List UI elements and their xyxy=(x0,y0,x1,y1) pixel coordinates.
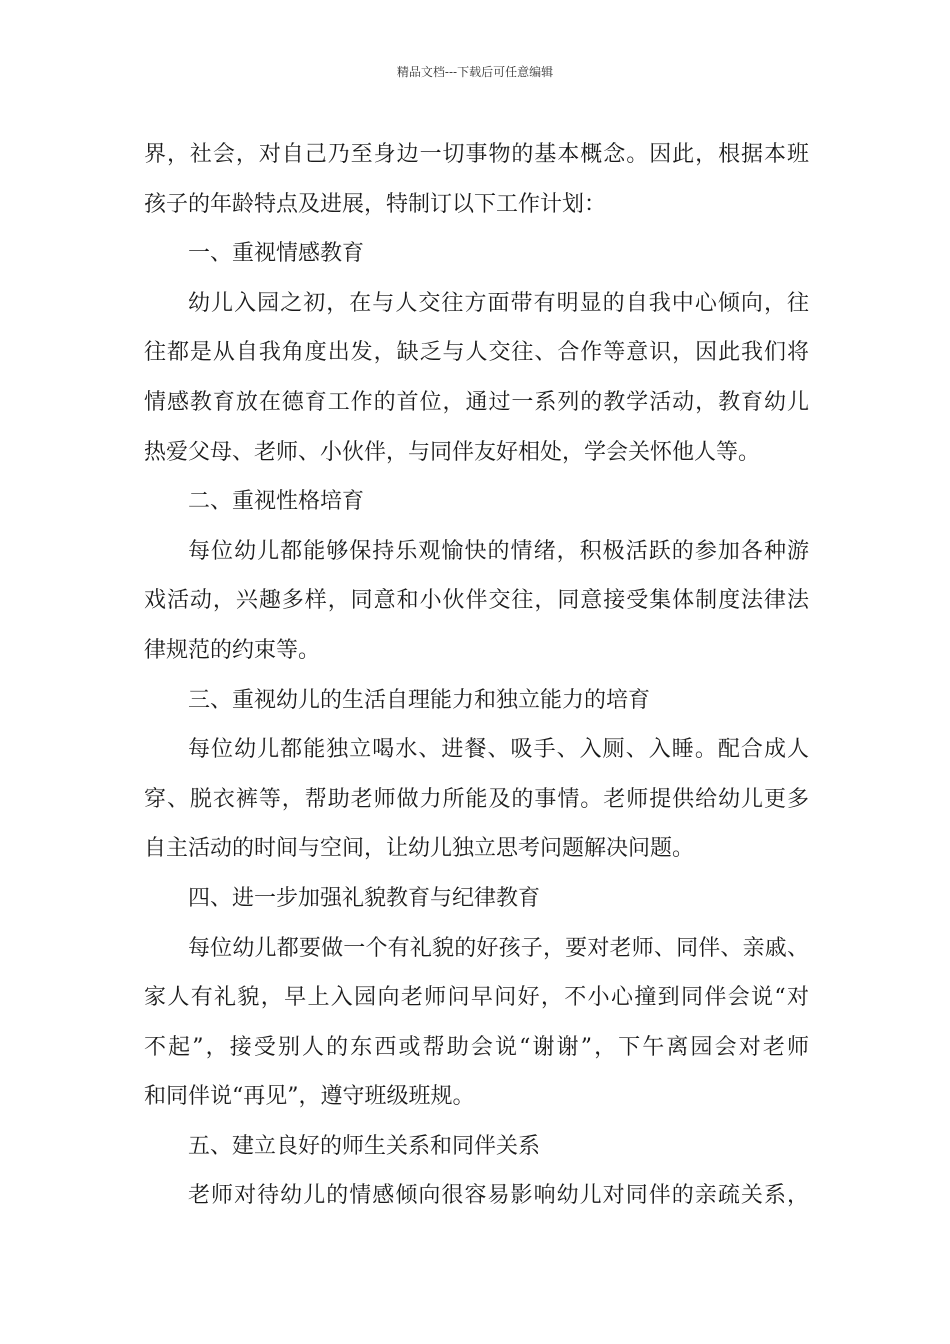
paragraph-line: 自主活动的时间与空间，让幼儿独立思考问题解决问题。 xyxy=(144,836,695,862)
section-heading: 三、重视幼儿的生活自理能力和独立能力的培育 xyxy=(188,687,651,713)
paragraph-line: 戏活动，兴趣多样，同意和小伙伴交往，同意接受集体制度法律法 xyxy=(144,588,809,614)
paragraph-line: 每位幼儿都能独立喝水、进餐、吸手、入厕、入睡。配合成人 xyxy=(188,737,809,763)
section-heading: 四、进一步加强礼貌教育与纪律教育 xyxy=(188,885,541,911)
section-heading: 一、重视情感教育 xyxy=(188,241,365,267)
paragraph-line: 情感教育放在德育工作的首位，通过一系列的教学活动，教育幼儿 xyxy=(144,389,809,415)
paragraph-line: 律规范的约束等。 xyxy=(144,637,321,663)
paragraph-line: 热爱父母、老师、小伙伴，与同伴友好相处，学会关怀他人等。 xyxy=(144,439,761,465)
document-body xyxy=(144,130,809,1221)
paragraph-line: 老师对待幼儿的情感倾向很容易影响幼儿对同伴的亲疏关系， xyxy=(188,1183,809,1209)
paragraph-line: 幼儿入园之初，在与人交往方面带有明显的自我中心倾向，往 xyxy=(188,290,809,316)
paragraph-line: 不起”，接受别人的东西或帮助会说“谢谢”，下午离园会对老师 xyxy=(144,1034,809,1060)
paragraph-line: 往都是从自我角度出发，缺乏与人交往、合作等意识，因此我们将 xyxy=(144,340,809,366)
paragraph-line: 和同伴说“再见”，遵守班级班规。 xyxy=(144,1084,475,1110)
paragraph-line: 每位幼儿都能够保持乐观愉快的情绪，积极活跃的参加各种游 xyxy=(188,538,809,564)
paragraph-line: 穿、脱衣裤等，帮助老师做力所能及的事情。老师提供给幼儿更多 xyxy=(144,786,809,812)
section-heading: 二、重视性格培育 xyxy=(188,489,365,515)
paragraph-line: 界，社会，对自己乃至身边一切事物的基本概念。因此，根据本班 xyxy=(144,142,809,167)
paragraph-line: 孩子的年龄特点及进展，特制订以下工作计划： xyxy=(144,191,607,217)
paragraph-line: 每位幼儿都要做一个有礼貌的好孩子，要对老师、同伴、亲戚、 xyxy=(188,935,809,961)
paragraph-line: 家人有礼貌，早上入园向老师问早问好，不小心撞到同伴会说“对 xyxy=(144,985,809,1011)
section-heading: 五、建立良好的师生关系和同伴关系 xyxy=(188,1133,541,1159)
page-header: 精品文档---下载后可任意编辑 xyxy=(396,65,554,79)
